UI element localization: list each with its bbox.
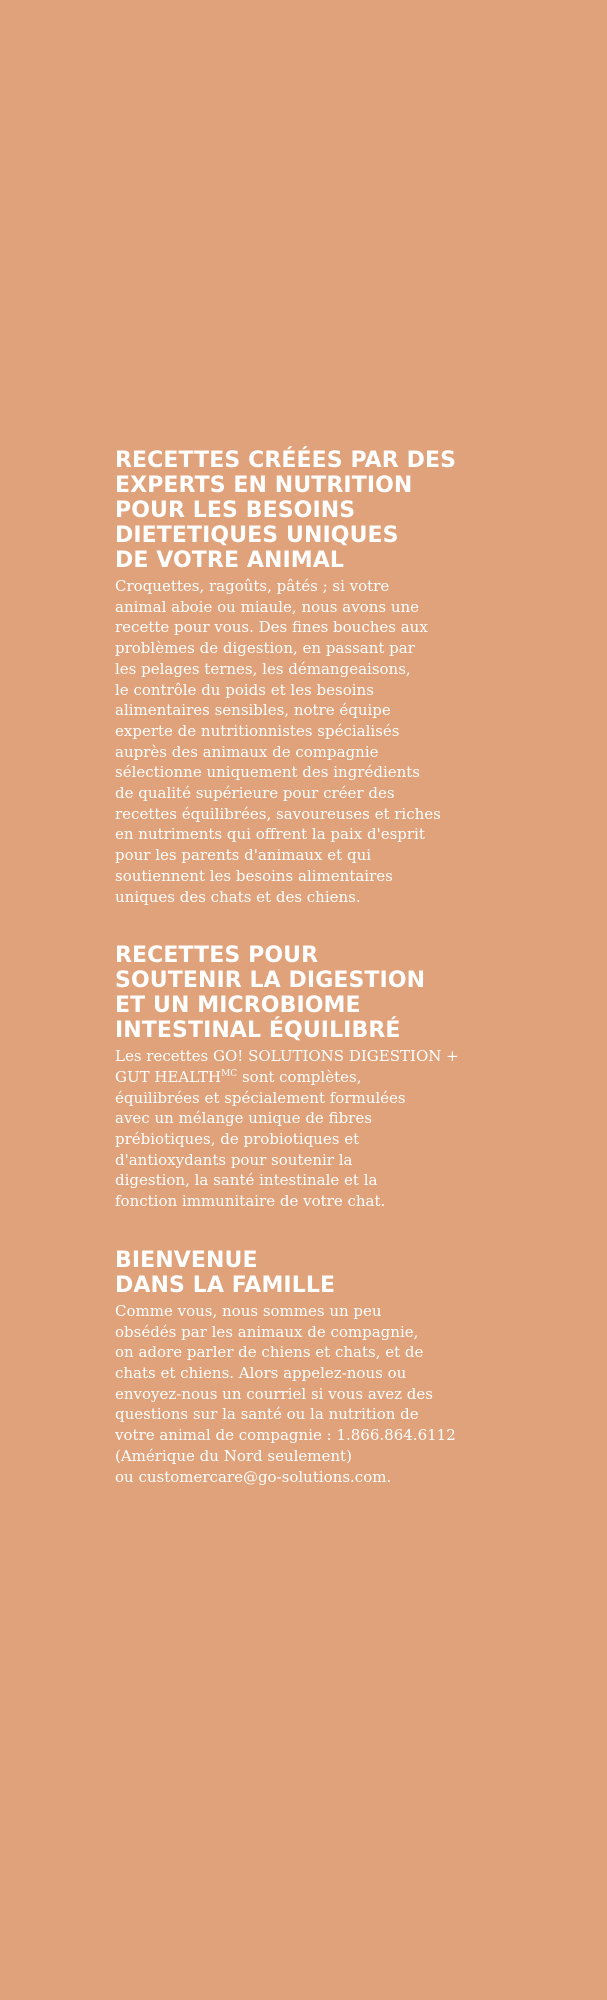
body-line: Les recettes GO! SOLUTIONS DIGESTION + xyxy=(115,1047,459,1066)
body-line: en nutriments qui offrent la paix d'esprit xyxy=(115,825,425,844)
body-line: uniques des chats et des chiens. xyxy=(115,887,361,906)
body-line: on adore parler de chiens et chats, et de xyxy=(115,1343,424,1362)
text-column xyxy=(115,448,495,1487)
body-line: alimentaires sensibles, notre équipe xyxy=(115,701,391,720)
body-line: auprès des animaux de compagnie xyxy=(115,742,379,761)
section-heading xyxy=(115,448,495,573)
heading-line: ET UN MICROBIOME xyxy=(115,993,361,1019)
body-line: prébiotiques, de probiotiques et xyxy=(115,1130,360,1149)
body-line: sélectionne uniquement des ingrédients xyxy=(115,763,421,782)
section-body xyxy=(115,1046,495,1212)
heading-line: SOUTENIR LA DIGESTION xyxy=(115,968,426,994)
heading-line: DANS LA FAMILLE xyxy=(115,1272,336,1298)
section-body xyxy=(115,1301,495,1487)
body-line: digestion, la santé intestinale et la xyxy=(115,1171,378,1190)
body-line: Croquettes, ragoûts, pâtés ; si votre xyxy=(115,577,390,595)
body-line: de qualité supérieure pour créer des xyxy=(115,784,395,803)
heading-line: DIETETIQUES UNIQUES xyxy=(115,523,399,548)
body-line: recettes équilibrées, savoureuses et riches xyxy=(115,804,441,823)
section-heading xyxy=(115,943,495,1043)
heading-line: RECETTES POUR xyxy=(115,943,319,969)
heading-line: BIENVENUE xyxy=(115,1247,258,1273)
body-line: fonction immunitaire de votre chat. xyxy=(115,1192,386,1211)
section-welcome-family xyxy=(115,1248,495,1487)
heading-line: POUR LES BESOINS xyxy=(115,498,356,523)
section-heading xyxy=(115,1248,495,1298)
trademark-mark: MC xyxy=(221,1068,238,1079)
heading-line: RECETTES CRÉÉES PAR DES xyxy=(115,448,457,473)
body-line: soutiennent les besoins alimentaires xyxy=(115,866,393,885)
body-line: le contrôle du poids et les besoins xyxy=(115,680,374,699)
body-line: les pelages ternes, les démangeaisons, xyxy=(115,659,411,678)
body-line: animal aboie ou miaule, nous avons une xyxy=(115,597,420,616)
body-line: recette pour vous. Des fines bouches aux xyxy=(115,618,428,637)
body-line: avec un mélange unique de fibres xyxy=(115,1109,372,1128)
body-line-trademark xyxy=(115,1067,495,1088)
body-line: problèmes de digestion, en passant par xyxy=(115,639,415,658)
body-text: sont complètes, xyxy=(237,1067,362,1086)
body-line: envoyez-nous un courriel si vous avez des xyxy=(115,1384,433,1403)
body-line: ou customercare@go-solutions.com. xyxy=(115,1467,392,1486)
body-line: experte de nutritionnistes spécialisés xyxy=(115,721,400,740)
body-line: Comme vous, nous sommes un peu xyxy=(115,1301,382,1320)
section-body xyxy=(115,576,495,907)
body-line: (Amérique du Nord seulement) xyxy=(115,1446,352,1465)
section-expert-recipes xyxy=(115,448,495,907)
body-line: votre animal de compagnie : 1.866.864.6112 xyxy=(115,1426,456,1445)
body-line: chats et chiens. Alors appelez-nous ou xyxy=(115,1363,407,1382)
body-line: équilibrées et spécialement formulées xyxy=(115,1088,406,1107)
heading-line: INTESTINAL ÉQUILIBRÉ xyxy=(115,1018,401,1044)
body-line: pour les parents d'animaux et qui xyxy=(115,846,372,865)
body-line: obsédés par les animaux de compagnie, xyxy=(115,1322,419,1341)
product-name: GUT HEALTH xyxy=(115,1067,222,1086)
body-line: d'antioxydants pour soutenir la xyxy=(115,1150,353,1169)
heading-line: EXPERTS EN NUTRITION xyxy=(115,473,413,498)
body-line: questions sur la santé ou la nutrition de xyxy=(115,1405,419,1424)
heading-line: DE VOTRE ANIMAL xyxy=(115,548,344,573)
section-digestion-recipes xyxy=(115,943,495,1212)
